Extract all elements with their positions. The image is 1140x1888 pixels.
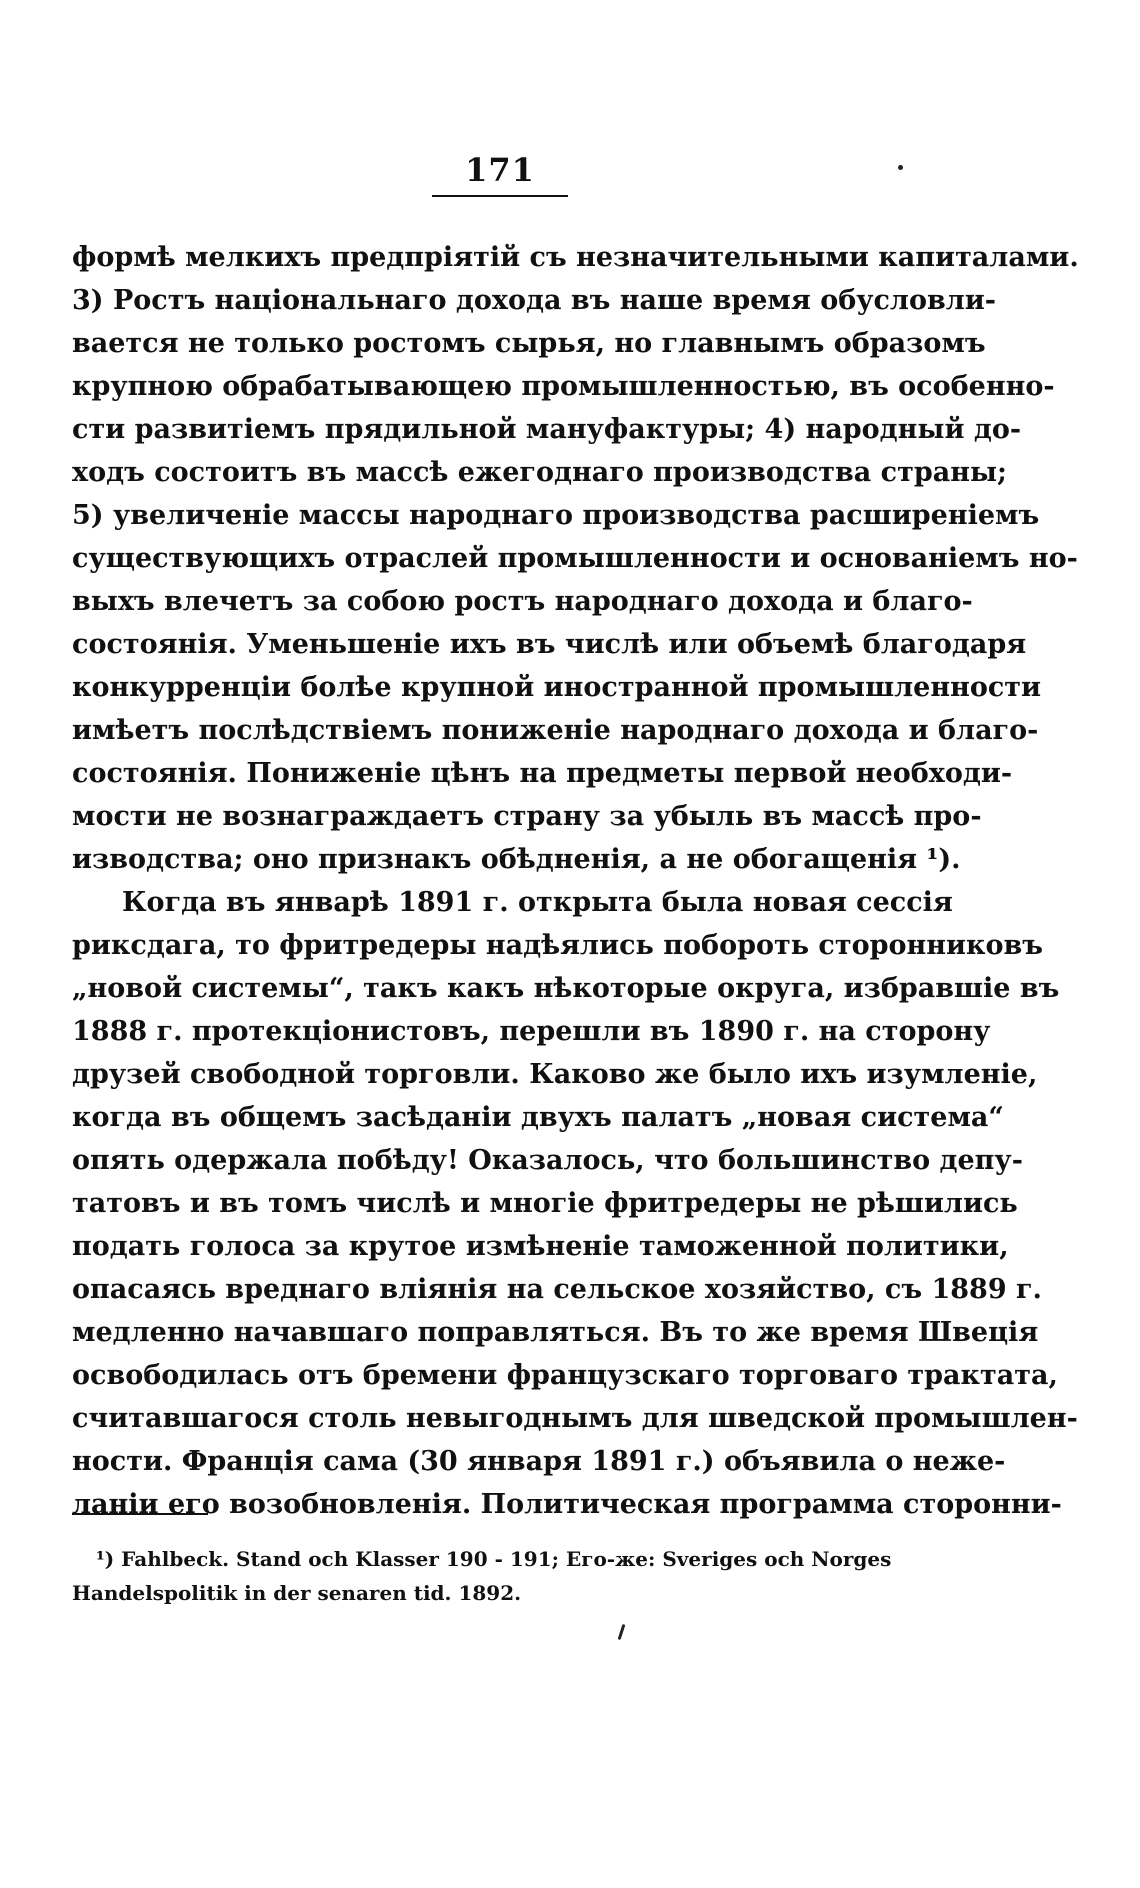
text-line: вается не только ростомъ сырья, но главнымъ образомъ bbox=[72, 328, 986, 359]
paragraph bbox=[72, 881, 1078, 1526]
page-number-rule bbox=[432, 195, 568, 197]
print-speck bbox=[618, 1624, 626, 1640]
text-line: 5) увеличеніе массы народнаго производства расширеніемъ bbox=[72, 500, 1040, 531]
text-line: мости не вознаграждаетъ страну за убыль въ массѣ про- bbox=[72, 801, 982, 832]
text-line: сти развитіемъ прядильной мануфактуры; 4) народный до- bbox=[72, 414, 1022, 445]
text-line: состоянія. Пониженіе цѣнъ на предметы первой необходи- bbox=[72, 758, 1013, 789]
body-text bbox=[72, 236, 1079, 1526]
text-line: имѣетъ послѣдствіемъ пониженіе народнаго дохода и благо- bbox=[72, 715, 1039, 746]
text-line: опасаясь вреднаго вліянія на сельское хозяйство, съ 1889 г. bbox=[72, 1274, 1042, 1305]
text-line: 1888 г. протекціонистовъ, перешли въ 1890 г. на сторону bbox=[72, 1016, 991, 1047]
text-line: изводства; оно признакъ обѣдненія, а не обогащенія ¹). bbox=[72, 844, 961, 875]
footnote-rule bbox=[72, 1513, 208, 1515]
paragraph bbox=[72, 236, 1079, 881]
page-number: 171 bbox=[465, 151, 535, 189]
text-line: друзей свободной торговли. Каково же было ихъ изумленіе, bbox=[72, 1059, 1038, 1090]
footnote-line: Handelspolitik in der senaren tid. 1892. bbox=[72, 1581, 522, 1605]
footnote-line: ¹) Fahlbeck. Stand och Klasser 190 - 191; Его-же: Sveriges och Norges bbox=[96, 1547, 892, 1571]
text-line: существующихъ отраслей промышленности и основаніемъ но- bbox=[72, 543, 1078, 574]
text-line: ходъ состоитъ въ массѣ ежегоднаго производства страны; bbox=[72, 457, 1008, 488]
text-line: формѣ мелкихъ предпріятій съ незначительными капиталами. bbox=[72, 242, 1079, 273]
footnotes bbox=[72, 1542, 920, 1610]
text-line: подать голоса за крутое измѣненіе таможенной политики, bbox=[72, 1231, 1009, 1262]
print-speck bbox=[898, 165, 903, 170]
text-line: состоянія. Уменьшеніе ихъ въ числѣ или объемѣ благодаря bbox=[72, 629, 1027, 660]
text-line: „новой системы“, такъ какъ нѣкоторые округа, избравшіе въ bbox=[72, 973, 1060, 1004]
text-line: конкурренціи болѣе крупной иностранной промышленности bbox=[72, 672, 1042, 703]
text-line: крупною обрабатывающею промышленностью, въ особенно- bbox=[72, 371, 1055, 402]
text-line: ности. Франція сама (30 января 1891 г.) объявила о неже- bbox=[72, 1446, 1006, 1477]
text-line: опять одержала побѣду! Оказалось, что большинство депу- bbox=[72, 1145, 1023, 1176]
text-line: медленно начавшаго поправляться. Въ то же время Швеція bbox=[72, 1317, 1039, 1348]
text-line: считавшагося столь невыгоднымъ для шведской промышлен- bbox=[72, 1403, 1078, 1434]
text-line: освободилась отъ бремени французскаго торговаго трактата, bbox=[72, 1360, 1058, 1391]
text-line: выхъ влечетъ за собою ростъ народнаго дохода и благо- bbox=[72, 586, 973, 617]
text-line: когда въ общемъ засѣданіи двухъ палатъ „новая система“ bbox=[72, 1102, 1004, 1133]
text-line: Когда въ январѣ 1891 г. открыта была новая сессія bbox=[122, 887, 953, 918]
text-line: 3) Ростъ національнаго дохода въ наше время обусловли- bbox=[72, 285, 997, 316]
text-line: татовъ и въ томъ числѣ и многіе фритредеры не рѣшились bbox=[72, 1188, 1018, 1219]
text-line: ланіи его возобновленія. Политическая программа сторонни- bbox=[72, 1489, 1062, 1520]
text-line: риксдага, то фритредеры надѣялись побороть сторонниковъ bbox=[72, 930, 1044, 961]
